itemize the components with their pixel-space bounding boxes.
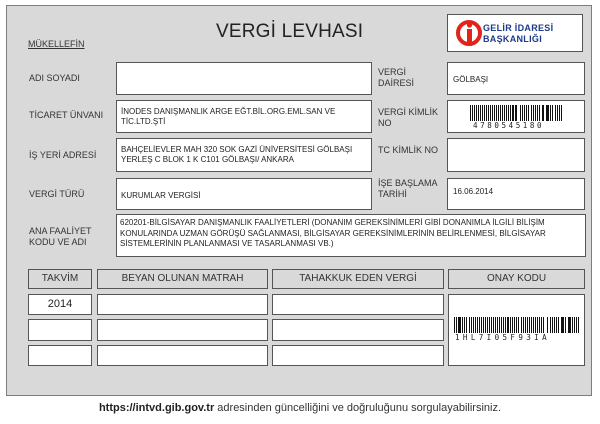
barcode-bar xyxy=(506,105,507,121)
header-onay-kodu: ONAY KODU xyxy=(448,269,585,289)
barcode-bar xyxy=(552,317,553,333)
barcode-bar xyxy=(491,317,492,333)
footer-note xyxy=(0,402,600,414)
barcode-bar xyxy=(496,105,497,121)
vergi-kimlik-barcode-text: 4780545180 xyxy=(473,121,545,130)
barcode-bar xyxy=(495,317,496,333)
tc-kimlik-no-field xyxy=(447,138,585,172)
ise-baslama-field: 16.06.2014 xyxy=(447,178,585,210)
barcode-bar xyxy=(487,317,488,333)
ise-baslama-label-line2: TARİHİ xyxy=(378,189,407,199)
barcode-bar xyxy=(548,105,549,121)
barcode-bar xyxy=(531,105,532,121)
barcode-bar xyxy=(505,317,506,333)
barcode-bar xyxy=(471,317,472,333)
is-yeri-adresi-label: İŞ YERİ ADRESİ xyxy=(29,150,97,160)
vergi-kimlik-no-field xyxy=(447,100,585,133)
barcode-bar xyxy=(500,105,501,121)
barcode-bar xyxy=(531,317,532,333)
barcode-bar xyxy=(576,317,577,333)
barcode-bar xyxy=(476,105,477,121)
barcode-bar xyxy=(501,317,502,333)
barcode-bar xyxy=(522,105,523,121)
barcode-bar xyxy=(516,317,517,333)
barcode-bar xyxy=(513,105,514,121)
barcode-bar xyxy=(488,105,489,121)
barcode-bar xyxy=(512,317,513,333)
row3-takvim xyxy=(28,345,92,366)
barcode-bar xyxy=(490,105,491,121)
barcode-bar xyxy=(462,317,463,333)
vergi-kimlik-barcode xyxy=(470,105,562,121)
row1-vergi xyxy=(272,294,444,315)
barcode-bar xyxy=(508,317,509,333)
barcode-bar xyxy=(543,317,544,333)
barcode-bar xyxy=(502,105,503,121)
barcode-bar xyxy=(475,317,476,333)
barcode-bar xyxy=(529,317,530,333)
barcode-bar xyxy=(563,317,564,333)
vergi-kimlik-no-label-line2: NO xyxy=(378,118,392,128)
barcode-bar xyxy=(552,105,553,121)
barcode-bar xyxy=(479,317,480,333)
onay-kodu-barcode-text: 1HL7I05F93IA xyxy=(455,333,550,342)
row2-takvim xyxy=(28,319,92,341)
barcode-bar xyxy=(537,317,538,333)
row3-matrah xyxy=(97,345,268,366)
barcode-bar xyxy=(558,317,559,333)
barcode-bar xyxy=(541,317,542,333)
barcode-bar xyxy=(533,317,534,333)
ise-baslama-label-line1: İŞE BAŞLAMA xyxy=(378,178,438,188)
gib-logo xyxy=(447,14,583,52)
section-label: MÜKELLEFİN xyxy=(28,39,85,49)
barcode-bar xyxy=(570,317,571,333)
vergi-dairesi-label-line2: DAİRESİ xyxy=(378,78,415,88)
barcode-bar xyxy=(547,317,548,333)
barcode-bar xyxy=(484,105,485,121)
barcode-bar xyxy=(510,317,511,333)
barcode-bar xyxy=(480,105,481,121)
barcode-bar xyxy=(458,317,460,333)
barcode-bar xyxy=(572,317,573,333)
barcode-bar xyxy=(460,317,461,333)
barcode-bar xyxy=(524,105,525,121)
barcode-bar xyxy=(499,317,500,333)
barcode-bar xyxy=(470,105,471,121)
header-matrah: BEYAN OLUNAN MATRAH xyxy=(97,269,268,289)
barcode-bar xyxy=(464,317,465,333)
barcode-bar xyxy=(493,317,494,333)
barcode-bar xyxy=(482,105,483,121)
ana-faaliyet-field: 620201-BİLGİSAYAR DANIŞMANLIK FAALİYETLERİ (DONANIM GEREKSİNİMLERİ GİBİ DONANIMLA İLGİLİ BİLİŞİM KONULARINDA UZMAN GÖRÜŞÜ SAĞLANMASI, BİLGİSAYAR GEREKSİNİMLERİNİN BELİRLENMESİ, BİLGİSAYAR SİSTEMLERİNİN PLANLANMASI VE TASARLANMASI VB.) xyxy=(116,214,586,257)
row3-vergi xyxy=(272,345,444,366)
barcode-bar xyxy=(557,105,558,121)
vergi-turu-label: VERGİ TÜRÜ xyxy=(29,189,85,199)
logo-text-line2: BAŞKANLIĞI xyxy=(483,34,542,44)
barcode-bar xyxy=(497,317,498,333)
barcode-bar xyxy=(565,317,566,333)
barcode-bar xyxy=(486,105,487,121)
barcode-bar xyxy=(473,317,474,333)
barcode-bar xyxy=(483,317,484,333)
barcode-bar xyxy=(537,105,538,121)
barcode-bar xyxy=(568,317,570,333)
footer-text: adresinden güncelliğini ve doğruluğunu sorgulayabilirsiniz. xyxy=(214,402,502,414)
barcode-bar xyxy=(456,317,457,333)
header-takvim: TAKVİM xyxy=(28,269,92,289)
onay-kodu-field xyxy=(448,294,585,366)
barcode-bar xyxy=(474,105,475,121)
barcode-bar xyxy=(507,317,508,333)
barcode-bar xyxy=(478,105,479,121)
barcode-bar xyxy=(504,105,505,121)
ana-faaliyet-label-line2: KODU VE ADI xyxy=(29,237,87,247)
barcode-bar xyxy=(527,317,528,333)
barcode-bar xyxy=(512,105,513,121)
gib-logo-icon xyxy=(456,20,482,46)
ticaret-unvani-field: İNODES DANIŞMANLIK ARGE EĞT.BİL.ORG.EML.SAN VE TİC.LTD.ŞTİ xyxy=(116,100,372,133)
barcode-bar xyxy=(498,105,499,121)
barcode-bar xyxy=(539,317,540,333)
barcode-bar xyxy=(555,105,556,121)
barcode-bar xyxy=(477,317,478,333)
adi-soyadi-label: ADI SOYADI xyxy=(29,73,80,83)
barcode-bar xyxy=(520,105,521,121)
ticaret-unvani-label: TİCARET ÜNVANI xyxy=(29,110,104,120)
adi-soyadi-field xyxy=(116,62,372,95)
barcode-bar xyxy=(485,317,486,333)
barcode-bar xyxy=(466,317,467,333)
logo-text-line1: GELİR İDARESİ xyxy=(483,23,554,33)
barcode-bar xyxy=(489,317,490,333)
barcode-bar xyxy=(542,105,544,121)
vergi-turu-field: KURUMLAR VERGİSİ xyxy=(116,178,372,210)
barcode-bar xyxy=(518,317,519,333)
barcode-bar xyxy=(454,317,455,333)
header-vergi: TAHAKKUK EDEN VERGİ xyxy=(272,269,444,289)
barcode-bar xyxy=(514,317,515,333)
tc-kimlik-no-label: TC KİMLİK NO xyxy=(378,145,439,155)
barcode-bar xyxy=(510,105,511,121)
barcode-bar xyxy=(539,105,540,121)
row1-takvim: 2014 xyxy=(28,294,92,315)
barcode-bar xyxy=(550,317,551,333)
barcode-bar xyxy=(550,105,551,121)
barcode-bar xyxy=(525,317,526,333)
barcode-bar xyxy=(472,105,473,121)
barcode-bar xyxy=(523,317,524,333)
barcode-bar xyxy=(554,317,555,333)
barcode-bar xyxy=(561,317,563,333)
vergi-dairesi-field: GÖLBAŞI xyxy=(447,62,585,95)
barcode-bar xyxy=(508,105,509,121)
page-title: VERGİ LEVHASI xyxy=(216,21,364,42)
row2-vergi xyxy=(272,319,444,341)
ana-faaliyet-label-line1: ANA FAALİYET xyxy=(29,226,92,236)
barcode-bar xyxy=(521,317,522,333)
barcode-bar xyxy=(556,317,557,333)
barcode-bar xyxy=(494,105,495,121)
verification-link[interactable]: https://intvd.gib.gov.tr xyxy=(98,402,215,414)
is-yeri-adresi-field: BAHÇELİEVLER MAH 320 SOK GAZİ ÜNİVERSİTESİ GÖLBAŞI YERLEŞ C BLOK 1 K C101 GÖLBAŞI/ ANKARA xyxy=(116,138,372,172)
barcode-bar xyxy=(559,105,560,121)
barcode-bar xyxy=(503,317,504,333)
vergi-kimlik-no-label-line1: VERGİ KİMLİK xyxy=(378,107,439,117)
barcode-bar xyxy=(533,105,534,121)
vergi-dairesi-label-line1: VERGİ xyxy=(378,67,407,77)
barcode-bar xyxy=(469,317,470,333)
barcode-bar xyxy=(492,105,493,121)
row1-matrah xyxy=(97,294,268,315)
onay-kodu-barcode xyxy=(454,317,580,333)
barcode-bar xyxy=(535,317,536,333)
barcode-bar xyxy=(535,105,536,121)
barcode-bar xyxy=(546,105,548,121)
barcode-bar xyxy=(481,317,482,333)
barcode-bar xyxy=(515,105,517,121)
barcode-bar xyxy=(574,317,575,333)
barcode-bar xyxy=(526,105,527,121)
barcode-bar xyxy=(528,105,529,121)
row2-matrah xyxy=(97,319,268,341)
barcode-bar xyxy=(561,105,562,121)
barcode-bar xyxy=(578,317,579,333)
